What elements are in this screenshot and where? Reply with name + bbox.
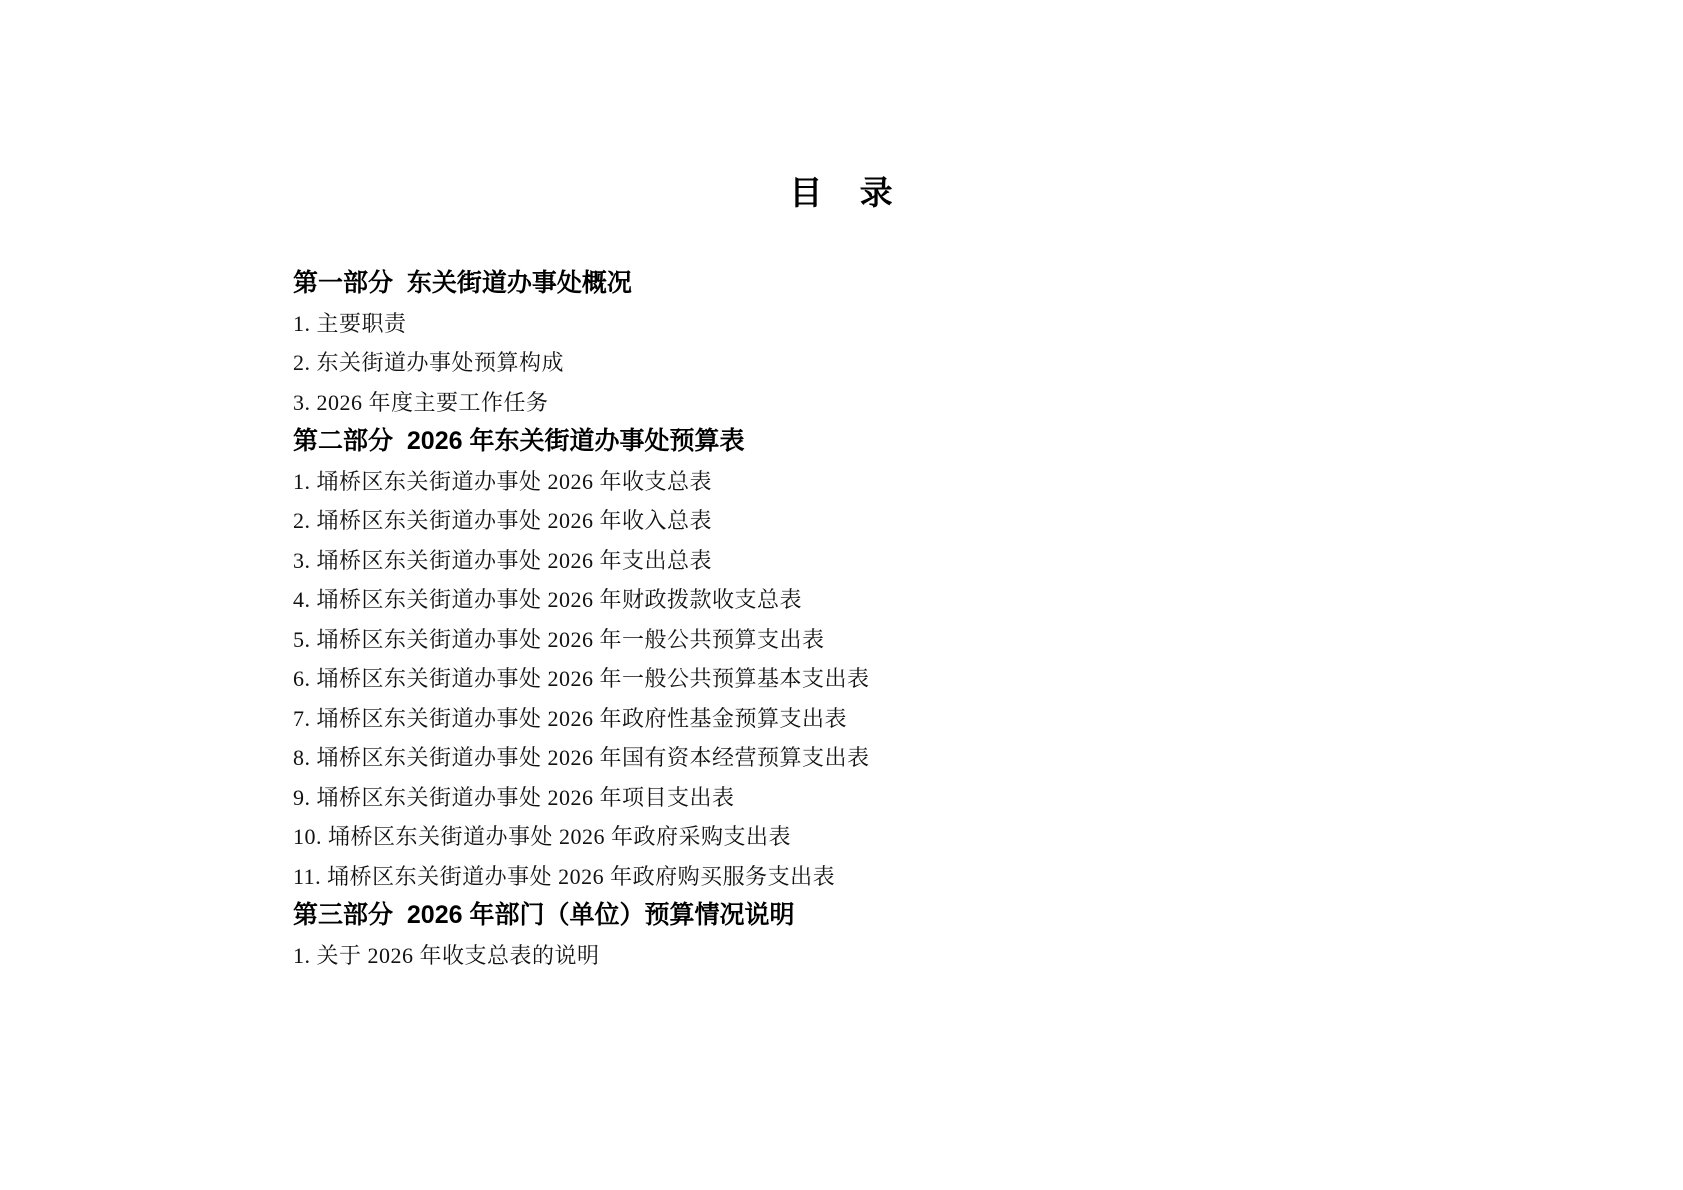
toc-item: 8. 埇桥区东关街道办事处 2026 年国有资本经营预算支出表 <box>293 745 870 770</box>
toc-item: 3. 2026 年度主要工作任务 <box>293 389 549 415</box>
toc-item: 6. 埇桥区东关街道办事处 2026 年一般公共预算基本支出表 <box>293 666 870 691</box>
page-title: 目 录 <box>789 174 894 211</box>
toc-item: 1. 关于 2026 年收支总表的说明 <box>293 942 600 968</box>
toc-item: 7. 埇桥区东关街道办事处 2026 年政府性基金预算支出表 <box>293 705 848 731</box>
toc-item: 10. 埇桥区东关街道办事处 2026 年政府采购支出表 <box>293 824 792 849</box>
toc-item: 3. 埇桥区东关街道办事处 2026 年支出总表 <box>293 547 713 573</box>
toc-item: 2. 东关街道办事处预算构成 <box>293 350 565 375</box>
toc-item: 9. 埇桥区东关街道办事处 2026 年项目支出表 <box>293 784 735 810</box>
toc-section-3-heading: 第三部分 2026 年部门（单位）预算情况说明 <box>293 901 795 929</box>
toc-item: 11. 埇桥区东关街道办事处 2026 年政府购买服务支出表 <box>293 863 836 889</box>
toc-item: 2. 埇桥区东关街道办事处 2026 年收入总表 <box>293 508 713 533</box>
toc-item: 5. 埇桥区东关街道办事处 2026 年一般公共预算支出表 <box>293 626 825 652</box>
toc-section-1-heading: 第一部分 东关街道办事处概况 <box>293 269 632 297</box>
toc-item: 1. 主要职责 <box>293 310 407 336</box>
table-of-contents <box>293 264 1393 975</box>
toc-section-2-heading: 第二部分 2026 年东关街道办事处预算表 <box>293 427 745 455</box>
toc-item: 4. 埇桥区东关街道办事处 2026 年财政拨款收支总表 <box>293 587 803 612</box>
toc-item: 1. 埇桥区东关街道办事处 2026 年收支总表 <box>293 468 713 494</box>
